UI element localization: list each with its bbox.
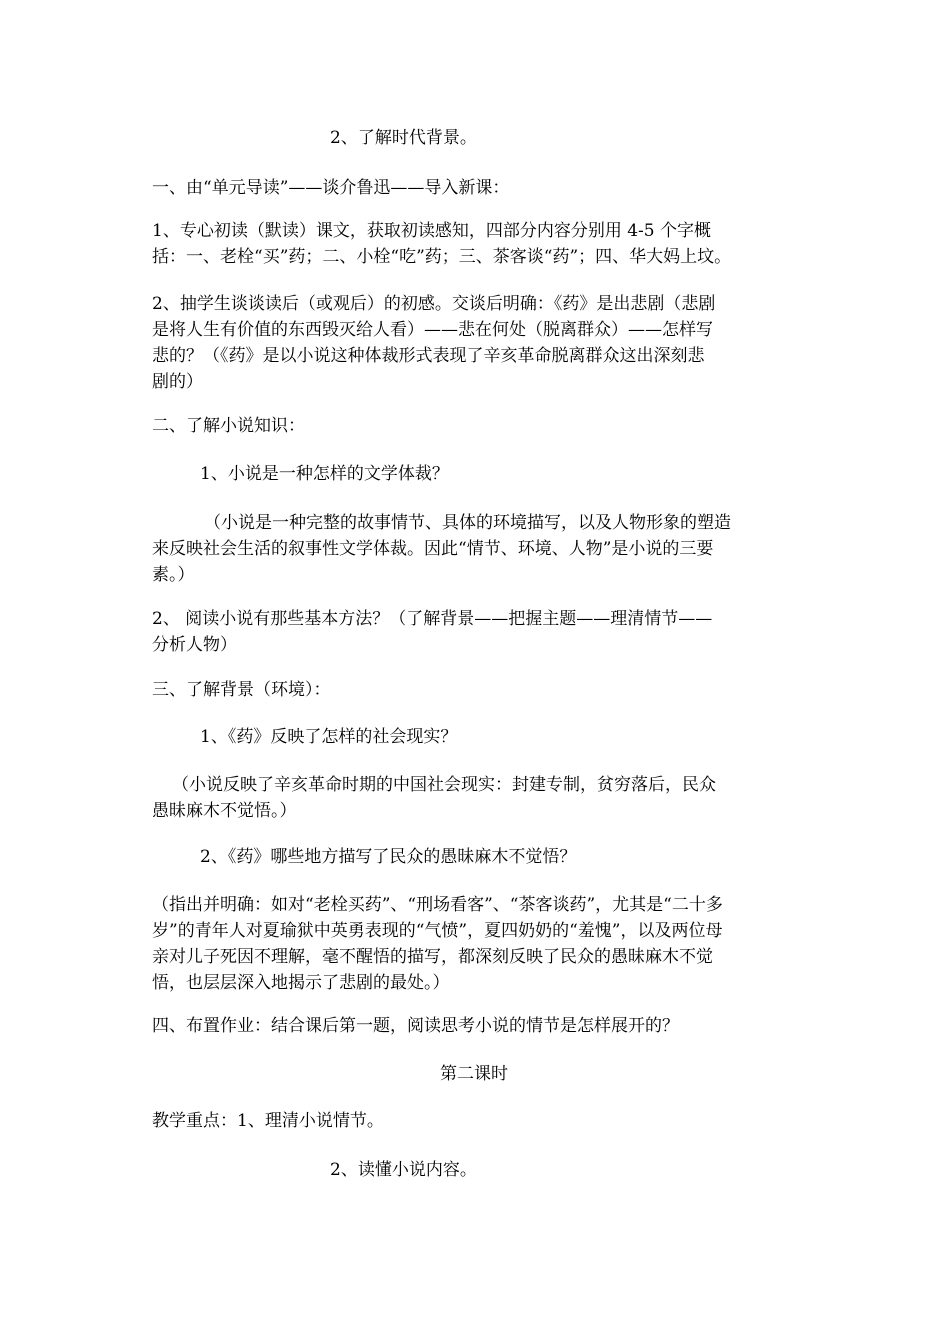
paragraph-reading: [152, 218, 731, 270]
question-novel-genre: 1、小说是一种怎样的文学体裁？: [200, 464, 449, 484]
paragraph-line: （小说是一种完整的故事情节、具体的环境描写，以及人物形象的塑造: [204, 513, 731, 533]
lesson-title: 第二课时: [440, 1064, 508, 1084]
answer-novel-genre: [152, 510, 731, 588]
paragraph-line: 分析人物）: [152, 635, 237, 655]
paragraph-line: 悟，也层层深入地揭示了悲剧的最处。）: [152, 973, 450, 993]
paragraph-discussion: [152, 291, 715, 395]
paragraph-line: 悲的？（《药》是以小说这种体裁形式表现了辛亥革命脱离群众这出深刻悲: [152, 346, 705, 366]
teaching-focus-item-2: 2、读懂小说内容。: [330, 1160, 477, 1180]
paragraph-line: 来反映社会生活的叙事性文学体裁。因此“情节、环境、人物”是小说的三要: [152, 539, 714, 559]
paragraph-line: 亲对儿子死因不理解，毫不醒悟的描写，都深刻反映了民众的愚昧麻木不觉: [152, 947, 713, 967]
paragraph-line: 2、 阅读小说有那些基本方法？（了解背景——把握主题——理清情节——: [152, 609, 713, 629]
paragraph-line: 愚昧麻木不觉悟。）: [152, 801, 297, 821]
question-ignorance: 2、《药》哪些地方描写了民众的愚昧麻木不觉悟？: [200, 847, 577, 867]
teaching-focus: 教学重点：1、理清小说情节。: [152, 1111, 384, 1131]
answer-ignorance: [152, 892, 723, 996]
section-heading-1: 一、由“单元导读”——谈介鲁迅——导入新课：: [152, 178, 510, 198]
paragraph-line: 1、专心初读（默读）课文，获取初读感知，四部分内容分别用 4-5 个字概: [152, 221, 711, 241]
paragraph-line: （指出并明确：如对“老栓买药”、“刑场看客”、“茶客谈药”，尤其是“二十多: [152, 895, 723, 915]
question-social-reality: 1、《药》反映了怎样的社会现实？: [200, 727, 458, 747]
paragraph-line: 素。）: [152, 565, 195, 585]
paragraph-line: 括：一、老栓“买”药；二、小栓“吃”药；三、茶客谈“药”；四、华大妈上坟。: [152, 247, 732, 267]
objective-item-2: 2、了解时代背景。: [330, 128, 477, 148]
paragraph-line: 是将人生有价值的东西毁灭给人看）——悲在何处（脱离群众）——怎样写: [152, 320, 713, 340]
paragraph-line: （小说反映了辛亥革命时期的中国社会现实：封建专制，贫穷落后，民众: [172, 775, 716, 795]
section-heading-4: 四、布置作业：结合课后第一题，阅读思考小说的情节是怎样展开的？: [152, 1016, 679, 1036]
section-heading-3: 三、了解背景（环境）：: [152, 680, 331, 700]
section-heading-2: 二、了解小说知识：: [152, 416, 305, 436]
paragraph-line: 剧的）: [152, 372, 203, 392]
paragraph-line: 岁”的青年人对夏瑜狱中英勇表现的“气愤”，夏四奶奶的“羞愧”，以及两位母: [152, 921, 723, 941]
answer-social-reality: [152, 772, 716, 824]
paragraph-reading-methods: [152, 606, 712, 658]
paragraph-line: 2、抽学生谈谈读后（或观后）的初感。交谈后明确：《药》是出悲剧（悲剧: [152, 294, 716, 314]
